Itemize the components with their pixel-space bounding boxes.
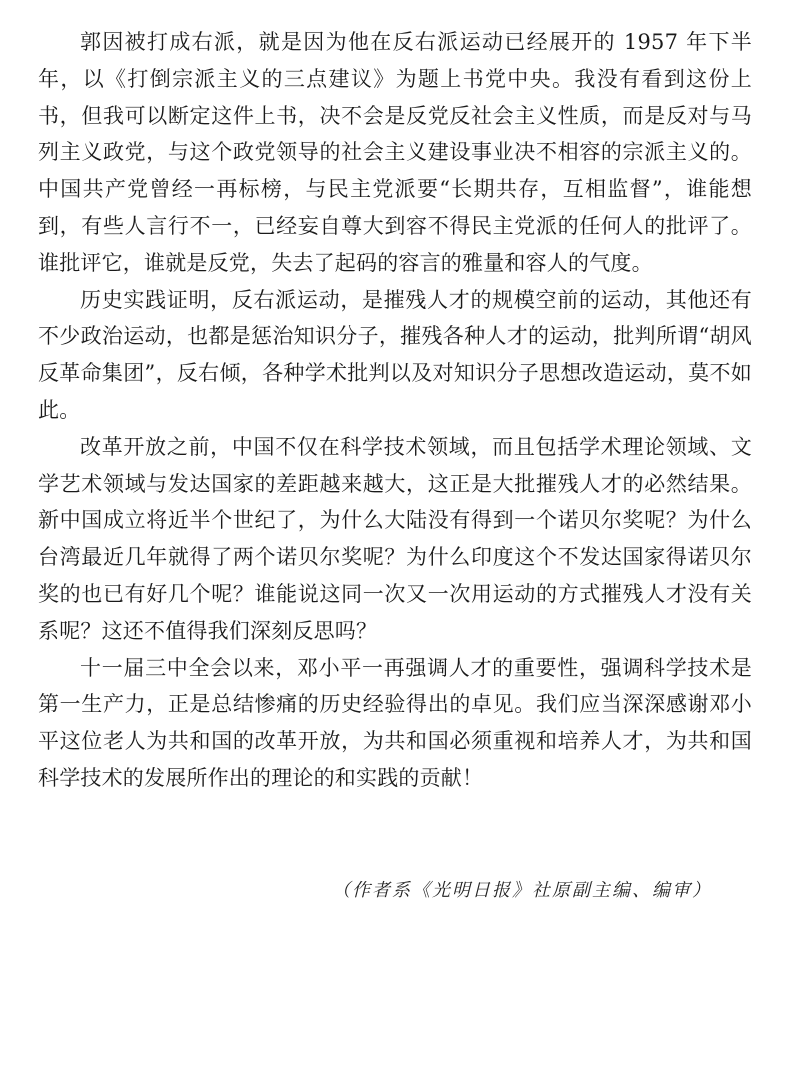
paragraph-1: 郭因被打成右派，就是因为他在反右派运动已经展开的 1957 年下半年，以《打倒宗派主义的三点建议》为题上书党中央。我没有看到这份上书，但我可以断定这件上书，决不会是反党反社会主义性质，而是反对与马列主义政党，与这个政党领导的社会主义建设事业决不相容的宗派主义的。中国共产党曾经一再标榜，与民主党派要“长期共存，互相监督”，谁能想到，有些人言行不一，已经妄自尊大到容不得民主党派的任何人的批评了。谁批评它，谁就是反党，失去了起码的容言的雅量和容人的气度。: [38, 30, 752, 275]
paragraph-2: 历史实践证明，反右派运动，是摧残人才的规模空前的运动，其他还有不少政治运动，也都是惩治知识分子，摧残各种人才的运动，批判所谓“胡风反革命集团”，反右倾，各种学术批判以及对知识分子思想改造运动，莫不如此。: [38, 287, 752, 422]
paragraph-4: 十一届三中全会以来，邓小平一再强调人才的重要性，强调科学技术是第一生产力，正是总结惨痛的历史经验得出的卓见。我们应当深深感谢邓小平这位老人为共和国的改革开放，为共和国必须重视和培养人才，为共和国科学技术的发展所作出的理论的和实践的贡献！: [38, 655, 752, 790]
author-byline: （作者系《光明日报》社原副主编、编审）: [332, 880, 712, 901]
paragraph-3: 改革开放之前，中国不仅在科学技术领域，而且包括学术理论领域、文学艺术领域与发达国家的差距越来越大，这正是大批摧残人才的必然结果。新中国成立将近半个世纪了，为什么大陆没有得到一个诺贝尔奖呢？为什么台湾最近几年就得了两个诺贝尔奖呢？为什么印度这个不发达国家得诺贝尔奖的也已有好几个呢？谁能说这同一次又一次用运动的方式摧残人才没有关系呢？这还不值得我们深刻反思吗？: [38, 434, 752, 643]
article-body: [38, 24, 752, 797]
